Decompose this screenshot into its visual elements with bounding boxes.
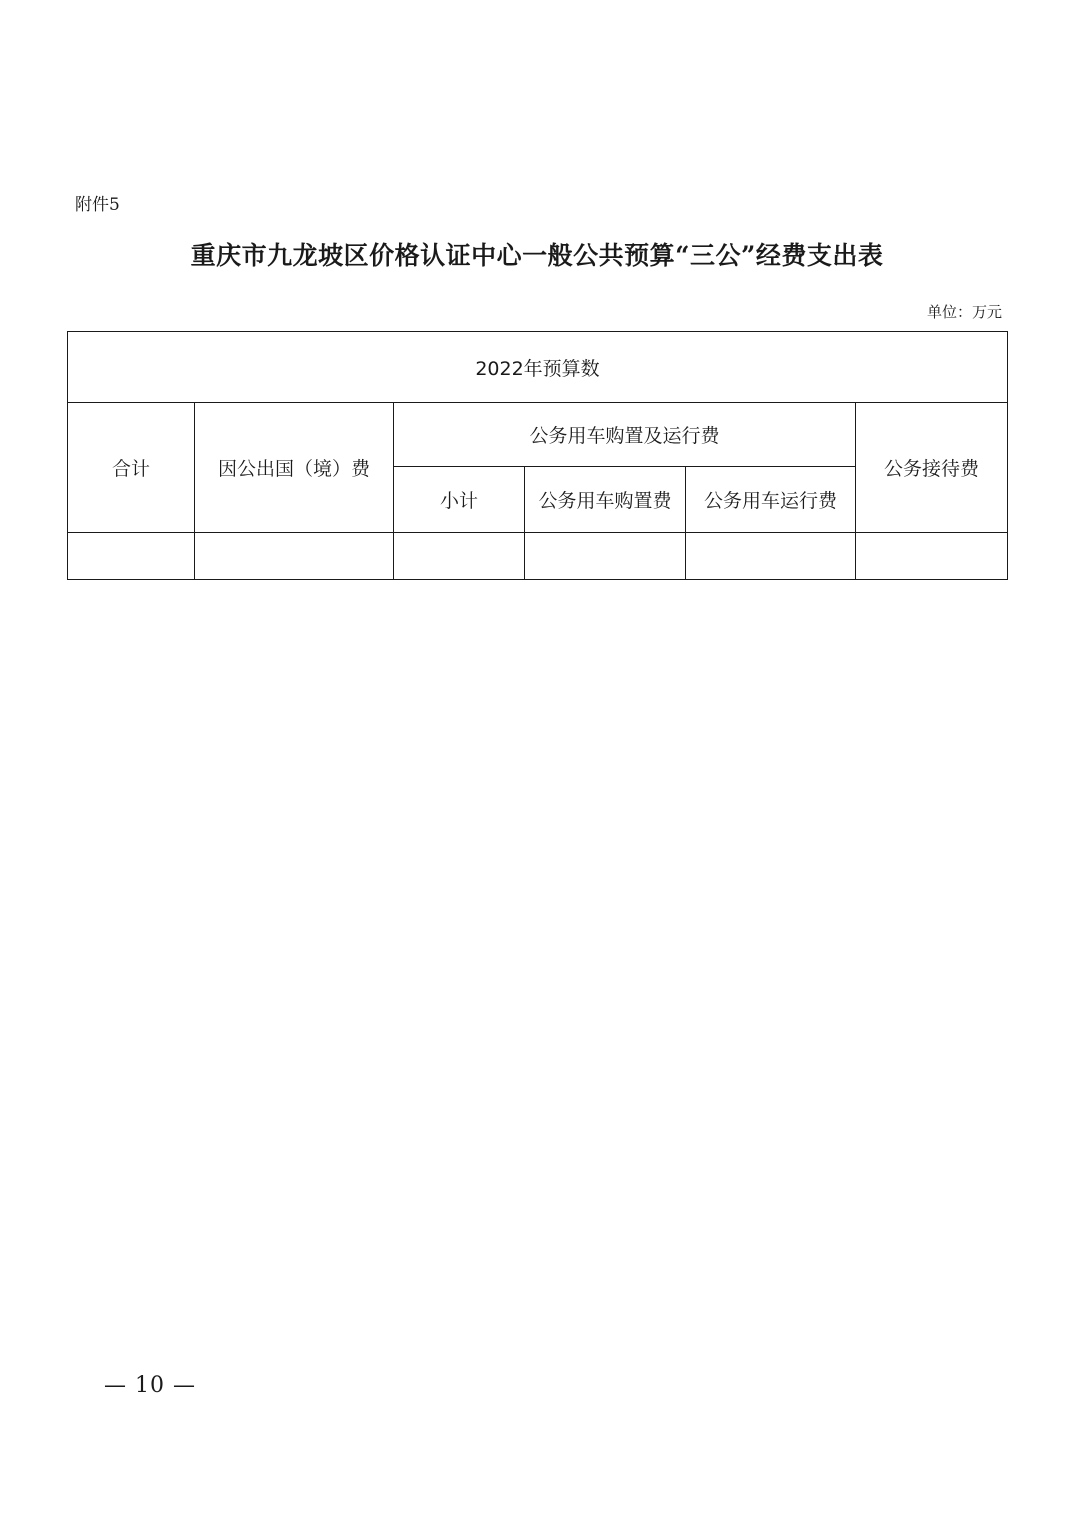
year-header-cell: 2022年预算数 [68, 332, 1008, 403]
cell-reception-expense [856, 533, 1008, 580]
header-vehicle-purchase: 公务用车购置费 [525, 467, 686, 533]
header-total: 合计 [68, 403, 195, 533]
cell-subtotal [394, 533, 525, 580]
header-vehicle-group: 公务用车购置及运行费 [394, 403, 856, 467]
header-subtotal: 小计 [394, 467, 525, 533]
column-header-row [68, 403, 1008, 467]
table-row [68, 533, 1008, 580]
cell-vehicle-purchase [525, 533, 686, 580]
header-abroad-expense: 因公出国（境）费 [195, 403, 394, 533]
page-number: — 10 — [104, 1373, 196, 1398]
header-vehicle-operation: 公务用车运行费 [686, 467, 856, 533]
attachment-label: 附件5 [75, 195, 120, 215]
header-reception-expense: 公务接待费 [856, 403, 1008, 533]
document-title: 重庆市九龙坡区价格认证中心一般公共预算“三公”经费支出表 [190, 241, 884, 270]
year-header-row [68, 332, 1008, 403]
unit-label: 单位：万元 [926, 303, 1002, 321]
cell-total [68, 533, 195, 580]
cell-abroad-expense [195, 533, 394, 580]
three-public-expense-table [67, 331, 1008, 580]
cell-vehicle-operation [686, 533, 856, 580]
